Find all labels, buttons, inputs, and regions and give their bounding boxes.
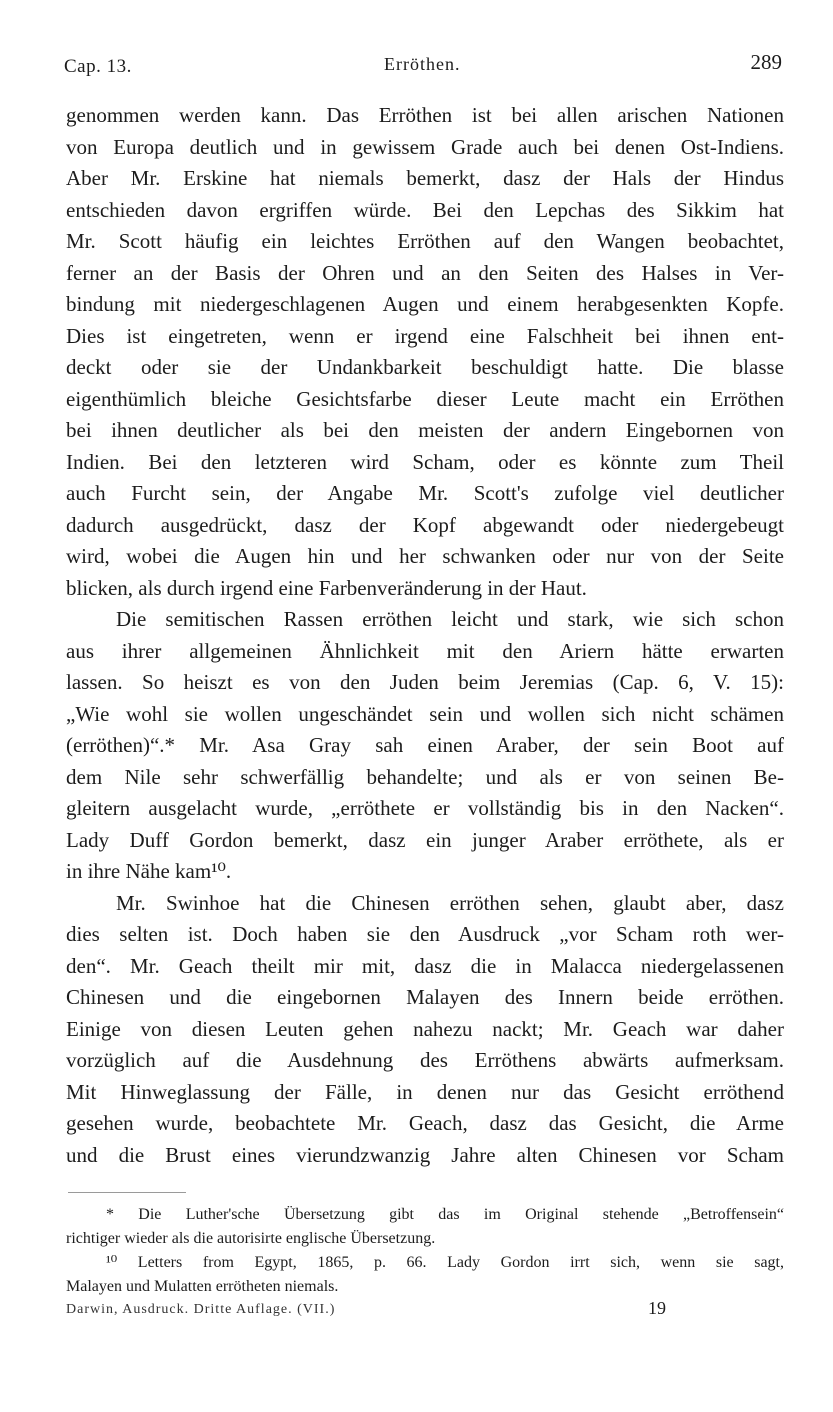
text-line: Mr. Swinhoe hat die Chinesen erröthen sehen, glaubt aber, dasz — [116, 890, 784, 915]
text-line: Lady Duff Gordon bemerkt, dasz ein junger Araber erröthete, als er — [66, 827, 784, 852]
text-line: den“. Mr. Geach theilt mir mit, dasz die in Malacca niedergelassenen — [66, 953, 784, 978]
text-line: in ihre Nähe kam¹⁰. — [66, 859, 232, 883]
text-line: genommen werden kann. Das Erröthen ist bei allen arischen Nationen — [66, 103, 784, 127]
footnotes — [66, 1203, 784, 1299]
text-line: Chinesen und die eingebornen Malayen des Innern beide erröthen. — [66, 985, 784, 1009]
page-number: 289 — [750, 50, 782, 74]
signature-text: Darwin, Ausdruck. Dritte Auflage. (VII.) — [66, 1302, 336, 1317]
text-line: Die semitischen Rassen erröthen leicht und stark, wie sich schon — [116, 607, 784, 631]
text-line: (erröthen)“.* Mr. Asa Gray sah einen Araber, der sein Boot auf — [66, 733, 784, 757]
text-line: Dies ist eingetreten, wenn er irgend eine Falschheit bei ihnen ent- — [66, 323, 784, 348]
signature-mark: 19 — [648, 1298, 666, 1318]
text-line: bindung mit niedergeschlagenen Augen und einem herabgesenkten Kopfe. — [66, 292, 784, 316]
text-line: Einige von diesen Leuten gehen nahezu nackt; Mr. Geach war daher — [66, 1016, 784, 1041]
text-line: wird, wobei die Augen hin und her schwanken oder nur von der Seite — [66, 544, 784, 568]
text-line: vorzüglich auf die Ausdehnung des Erröthens abwärts aufmerksam. — [66, 1048, 784, 1072]
text-line: Mit Hinweglassung der Fälle, in denen nur das Gesicht erröthend — [66, 1079, 784, 1104]
text-line: ferner an der Basis der Ohren und an den Seiten des Halses in Ver- — [66, 260, 784, 285]
signature-line — [66, 1300, 784, 1324]
footnote-line: richtiger wieder als die autorisirte englische Übersetzung. — [66, 1230, 436, 1247]
text-line: eigenthümlich bleiche Gesichtsfarbe dieser Leute macht ein Erröthen — [66, 386, 784, 411]
footnote-line: ¹⁰ Letters from Egypt, 1865, p. 66. Lady Gordon irrt sich, wenn sie sagt, — [106, 1254, 784, 1271]
footnote-line: Malayen und Mulatten errötheten niemals. — [66, 1278, 339, 1295]
body-text — [66, 100, 784, 1171]
text-line: deckt oder sie der Undankbarkeit beschuldigt hatte. Die blasse — [66, 355, 784, 379]
text-line: entschieden davon ergriffen würde. Bei den Lepchas des Sikkim hat — [66, 197, 784, 222]
text-line: auch Furcht sein, der Angabe Mr. Scott's zufolge viel deutlicher — [66, 481, 784, 505]
text-line: Mr. Scott häufig ein leichtes Erröthen auf den Wangen beobachtet, — [66, 229, 784, 253]
text-line: Aber Mr. Erskine hat niemals bemerkt, dasz der Hals der Hindus — [66, 166, 784, 190]
page-header — [64, 50, 784, 80]
running-title: Erröthen. — [384, 54, 461, 74]
text-line: bei ihnen deutlicher als bei den meisten der andern Eingebornen von — [66, 418, 784, 442]
text-line: blicken, als durch irgend eine Farbenveränderung in der Haut. — [66, 575, 587, 600]
chapter-label: Cap. 13. — [64, 56, 132, 77]
text-line: dies selten ist. Doch haben sie den Ausdruck „vor Scham roth wer- — [66, 922, 784, 946]
text-line: gesehen wurde, beobachtete Mr. Geach, dasz das Gesicht, die Arme — [66, 1111, 784, 1135]
text-line: und die Brust eines vierundzwanzig Jahre alten Chinesen vor Scham — [66, 1142, 784, 1167]
text-line: „Wie wohl sie wollen ungeschändet sein und wollen sich nicht schämen — [66, 701, 784, 726]
text-line: dem Nile sehr schwerfällig behandelte; und als er von seinen Be- — [66, 764, 784, 789]
text-line: Indien. Bei den letzteren wird Scham, oder es könnte zum Theil — [66, 449, 784, 474]
footnote-line: * Die Luther'sche Übersetzung gibt das im Original stehende „Betroffensein“ — [106, 1206, 784, 1223]
text-line: gleitern ausgelacht wurde, „erröthete er vollständig bis in den Nacken“. — [66, 796, 784, 820]
text-line: lassen. So heiszt es von den Juden beim Jeremias (Cap. 6, V. 15): — [66, 670, 784, 694]
text-line: aus ihrer allgemeinen Ähnlichkeit mit den Ariern hätte erwarten — [66, 638, 784, 663]
footnote-divider — [68, 1192, 186, 1193]
text-line: dadurch ausgedrückt, dasz der Kopf abgewandt oder niedergebeugt — [66, 512, 784, 537]
text-line: von Europa deutlich und in gewissem Grade auch bei denen Ost-Indiens. — [66, 134, 784, 159]
